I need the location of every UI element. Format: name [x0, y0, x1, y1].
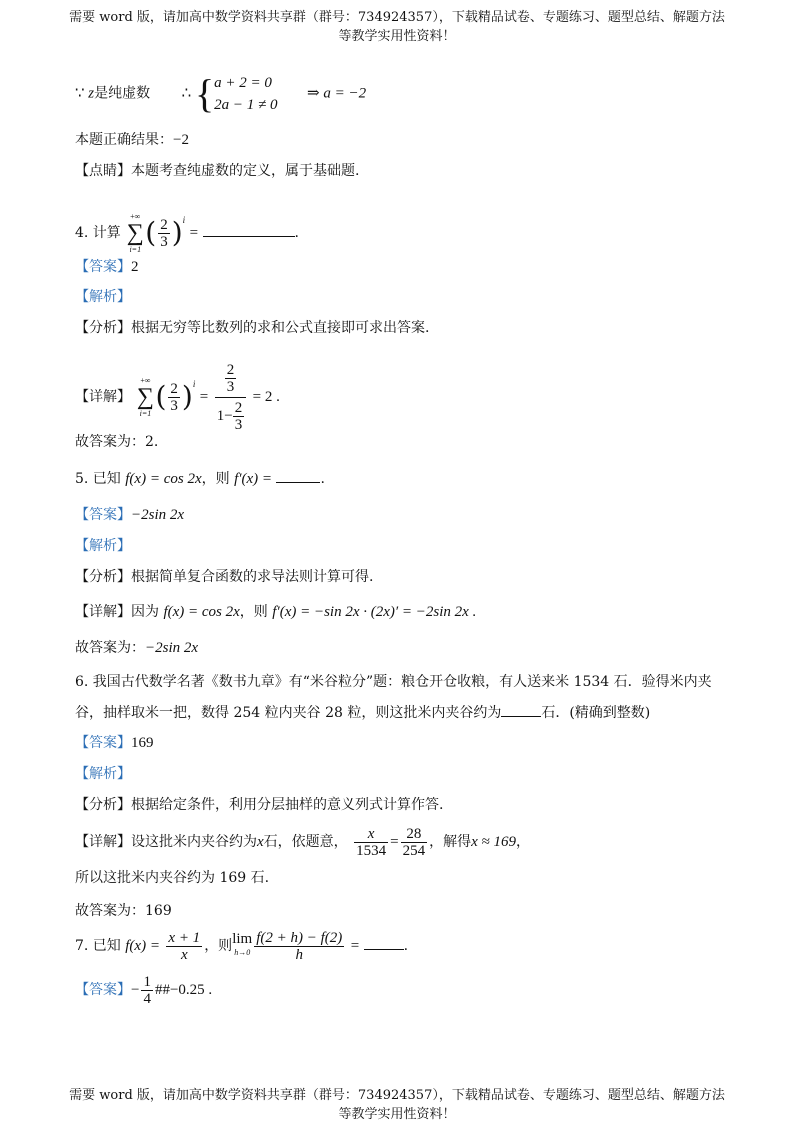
q5-fenxi: 【分析】根据简单复合函数的求导法则计算可得. [75, 569, 374, 585]
dianjing-text: 本题考查纯虚数的定义，属于基础题. [131, 163, 360, 179]
q6-jiexi: 【解析】 [75, 766, 131, 782]
page-footer [0, 1086, 794, 1124]
header-line-1: 需要 word 版，请加高中数学资料共享群（群号：734924357），下载精品试卷、专题练习、题型总结、解题方法 [69, 10, 725, 25]
q6-answer: 【答案】169 [75, 735, 154, 751]
q5-answer-value: −2sin 2x [131, 507, 185, 523]
q5-answer-blank [276, 468, 320, 483]
q6-answer-value: 169 [131, 735, 154, 751]
correct-value: −2 [173, 132, 189, 148]
q6-fenxi: 【分析】根据给定条件，利用分层抽样的意义列式计算作答. [75, 797, 444, 813]
question-4: 4. 计算 +∞ ∑ i=1 ( $\frac{2}{3}$ )$^i$ = . [75, 212, 299, 254]
q4-compound-fraction: $\frac{2}{3}$ 1− $\frac{2}{3}$ [215, 362, 246, 433]
q3-dianjing [75, 161, 359, 181]
sum-symbol-detail: +∞ ∑ i=1 [136, 376, 154, 418]
q5-xiangjie: 【详解】因为 f(x) = cos 2x，则 f′(x) = −sin 2x · (2x)′ = −2sin 2x . [75, 604, 477, 620]
q7-answer-fraction: $\frac{1}{4}$ [143, 973, 151, 1007]
q5-answer: 【答案】−2sin 2x [75, 507, 185, 523]
question-5: 5. 已知 f(x) = cos 2x，则 f′(x) = . [75, 468, 325, 489]
question-6-line-1: 6. 我国古代数学名著《数书九章》有“米谷粒分”题：粮仓开仓收粮，有人送来米 1534 石．验得米内夹 [75, 674, 712, 690]
q5-conclusion: 故答案为：−2sin 2x [75, 640, 199, 656]
dianjing-tag: 【点睛】 [75, 163, 131, 179]
q4-jiexi: 【解析】 [75, 289, 131, 305]
q6-fraction-2: $\frac{28}{254}$ [402, 825, 426, 859]
q7-function-fraction: $\frac{x + 1}{x}$ [168, 929, 201, 963]
equation-system [214, 72, 277, 116]
q6-conclusion: 故答案为：169 [75, 903, 172, 919]
q5-jiexi: 【解析】 [75, 538, 131, 554]
because-symbol: ∵ [75, 85, 85, 102]
equation-1: a + 2 = 0 [214, 75, 272, 91]
q3-correct-result [75, 130, 189, 150]
footer-line-2: 等教学实用性资料！ [338, 1107, 456, 1122]
q4-conclusion: 故答案为：2. [75, 434, 159, 450]
pure-imag-text: 是纯虚数 [94, 85, 151, 102]
q6-answer-blank [501, 702, 541, 717]
brace-symbol: { [194, 71, 215, 116]
equation-2: 2a − 1 ≠ 0 [214, 97, 278, 113]
q4-xiangjie: 【详解】 +∞ ∑ i=1 ( $\frac{2}{3}$ )$^i$ = $\frac{2}{3}$ 1− $\frac{2}{3}$ = 2 . [75, 361, 280, 433]
q4-answer-value: 2 [131, 259, 139, 275]
answer-tag: 【答案】 [75, 259, 131, 275]
q6-fraction-1: $\frac{x}{1534}$ [356, 825, 387, 859]
question-6-line-2: 谷，抽样取米一把，数得 254 粒内夹谷 28 粒，则这批米内夹谷约为 石．(精确到整数) [75, 702, 650, 723]
q4-answer [75, 257, 139, 277]
var-z: z [88, 85, 95, 102]
footer-line-1: 需要 word 版，请加高中数学资料共享群（群号：734924357），下载精品试卷、专题练习、题型总结、解题方法 [69, 1088, 725, 1103]
q7-answer-blank [364, 935, 404, 950]
q4-fenxi: 【分析】根据无穷等比数列的求和公式直接即可求出答案. [75, 320, 430, 336]
q7-limit-fraction: $\frac{f(2 + h) - f(2)}{h}$ [256, 929, 343, 963]
q3-solution-line [75, 72, 366, 116]
page-header [0, 8, 794, 46]
q4-answer-blank [203, 222, 295, 237]
therefore-symbol: ∴ [181, 85, 192, 102]
q6-xiangjie: 【详解】设这批米内夹谷约为x石，依题意， $\frac{x}{1534}$ = $\frac{28}{254}$ ，解得x ≈ 169， [75, 825, 530, 859]
implies-symbol: ⇒ [307, 85, 320, 102]
q6-so-line: 所以这批米内夹谷约为 169 石. [75, 870, 270, 886]
correct-label: 本题正确结果： [75, 132, 173, 148]
question-7: 7. 已知 f(x) = $\frac{x + 1}{x}$ ，则 lim h→0 $\frac{f(2 + h) - f(2)}{h}$ = . [75, 929, 409, 963]
limit-symbol: lim h→0 [232, 931, 253, 957]
header-line-2: 等教学实用性资料！ [338, 29, 456, 44]
q7-answer: 【答案】− $\frac{1}{4}$ ##−0.25 . [75, 973, 213, 1007]
q3-result: a = −2 [323, 85, 367, 102]
q4-number: 4. 计算 [75, 225, 121, 241]
sum-symbol: +∞ ∑ i=1 [126, 212, 144, 254]
q4-fraction: $\frac{2}{3}$ [160, 216, 168, 250]
